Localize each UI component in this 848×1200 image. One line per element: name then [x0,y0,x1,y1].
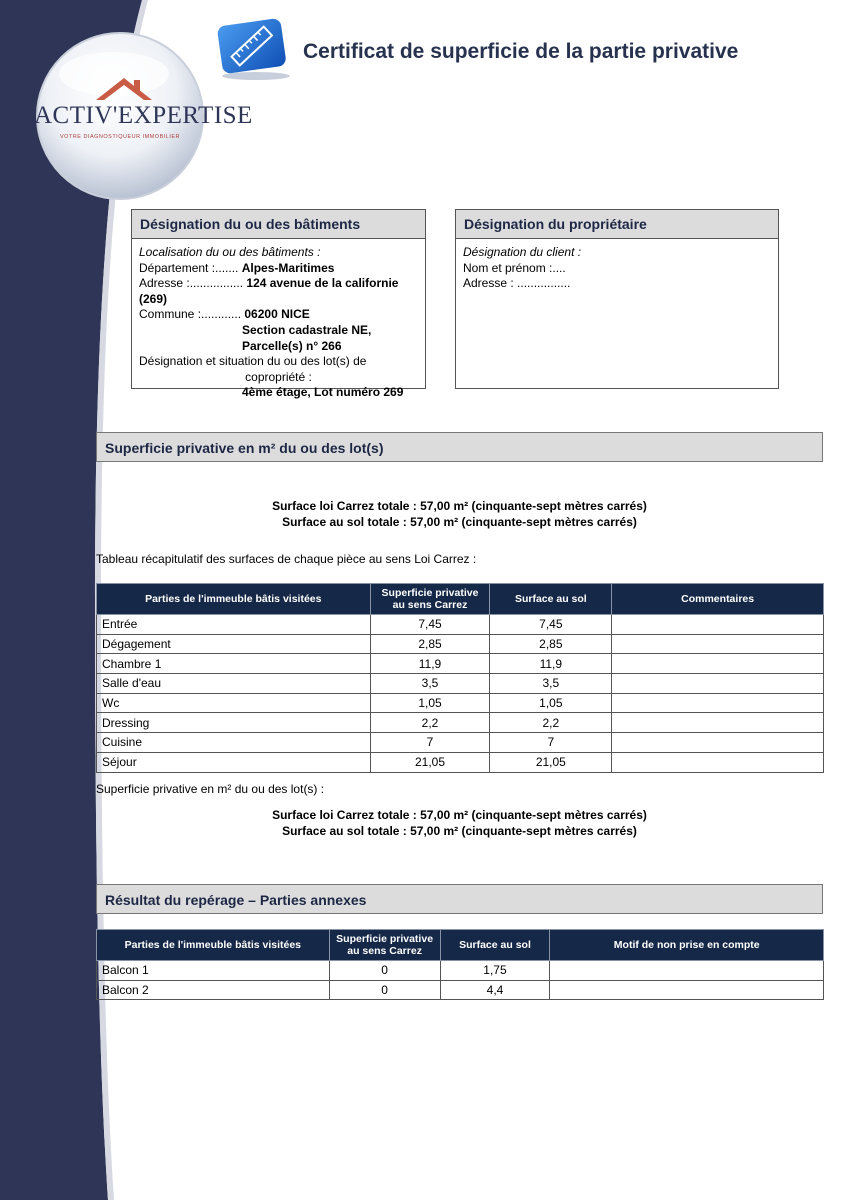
table-row [97,980,824,1000]
cell-comment [612,634,824,654]
carrez-total-2: Surface loi Carrez totale : 57,00 m² (cinquante-sept mètres carrés) [272,808,647,822]
cell-piece: Entrée [97,615,371,635]
lot-value: 4ème étage, Lot numéro 269 [242,385,404,400]
parcelle: Parcelle(s) n° 266 [242,338,342,353]
col-header-sol: Surface au sol [440,930,550,961]
cell-piece: Séjour [97,752,371,772]
carrez-total: Surface loi Carrez totale : 57,00 m² (cinquante-sept mètres carrés) [272,499,647,513]
cell-comment [612,654,824,674]
batiments-box [131,209,426,400]
cell-carrez: 7 [370,733,490,753]
cell-sol: 3,5 [490,674,612,694]
commune-value: 06200 NICE [244,307,310,322]
cell-comment [612,733,824,753]
sol-total-2: Surface au sol totale : 57,00 m² (cinquante-sept mètres carrés) [282,824,637,838]
table-row [97,733,824,753]
commune-line [139,307,418,323]
col-header-motif: Motif de non prise en compte [550,930,824,961]
cell-piece: Cuisine [97,733,371,753]
table-row [97,752,824,772]
col-header-sol: Surface au sol [490,584,612,615]
cell-sol: 11,9 [490,654,612,674]
table-header-row [97,584,824,615]
table-header-row [97,930,824,961]
proprietaire-box [455,209,779,389]
cell-carrez: 2,2 [370,713,490,733]
table-row [97,654,824,674]
cell-comment [612,713,824,733]
company-logo [34,30,253,202]
cell-carrez: 11,9 [370,654,490,674]
superficie-section-title: Superficie privative en m² du ou des lot(s) [96,432,823,462]
cell-piece: Balcon 1 [97,961,330,981]
nom-label: Nom et prénom :.... [463,260,566,275]
localisation-label: Localisation du ou des bâtiments : [139,245,321,259]
cell-sol: 1,75 [440,961,550,981]
cell-piece: Dégagement [97,634,371,654]
cell-carrez: 7,45 [370,615,490,635]
departement-line [139,261,418,277]
cell-carrez: 2,85 [370,634,490,654]
cell-piece: Dressing [97,713,371,733]
logo-tagline: VOTRE DIAGNOSTIQUEUR IMMOBILIER [59,134,180,140]
annexes-table [96,929,824,1000]
table-row [97,674,824,694]
departement-value: Alpes-Maritimes [241,260,335,275]
lot-label: Désignation et situation du ou des lot(s) de [139,354,367,369]
cell-sol: 4,4 [440,980,550,1000]
superficie-totals-2 [96,807,823,839]
annexes-section-title: Résultat du repérage – Parties annexes [96,884,823,914]
section-cadastrale: Section cadastrale NE, [242,322,372,337]
cell-carrez: 0 [329,980,440,1000]
table-row [97,615,824,635]
col-header-parties: Parties de l'immeuble bâtis visitées [97,930,330,961]
cell-sol: 2,85 [490,634,612,654]
col-header-carrez: Superficie privative au sens Carrez [370,584,490,615]
cell-comment [612,752,824,772]
cell-sol: 7,45 [490,615,612,635]
cell-piece: Balcon 2 [97,980,330,1000]
cell-sol: 1,05 [490,693,612,713]
table-row [97,713,824,733]
batiments-title: Désignation du ou des bâtiments [132,210,425,239]
table-intro: Tableau récapitulatif des surfaces de chaque pièce au sens Loi Carrez : [96,552,477,566]
proprietaire-title: Désignation du propriétaire [456,210,778,239]
table-row [97,693,824,713]
superficie-table [96,583,824,773]
commune-label: Commune :............ [139,307,242,322]
ruler-icon [212,16,294,82]
cell-comment [612,674,824,694]
cell-comment [612,615,824,635]
departement-label: Département :....... [139,260,239,275]
cell-motif [550,980,824,1000]
cell-sol: 21,05 [490,752,612,772]
adresse-label: Adresse :................ [139,276,244,291]
cell-sol: 2,2 [490,713,612,733]
cell-carrez: 21,05 [370,752,490,772]
cell-sol: 7 [490,733,612,753]
lot-label-2: copropriété : [245,369,312,384]
col-header-parties: Parties de l'immeuble bâtis visitées [97,584,371,615]
cell-piece: Salle d'eau [97,674,371,694]
logo-brand-text: ACTIV'EXPERTISE [34,102,253,129]
table-row [97,634,824,654]
superficie-totals [96,498,823,530]
table-row [97,961,824,981]
cell-piece: Chambre 1 [97,654,371,674]
adresse-value: 124 avenue de la californie (269) [139,276,399,306]
cell-carrez: 0 [329,961,440,981]
cell-carrez: 1,05 [370,693,490,713]
cell-carrez: 3,5 [370,674,490,694]
page-title: Certificat de superficie de la partie privative [303,40,739,63]
cell-comment [612,693,824,713]
after-table-label: Superficie privative en m² du ou des lot(s) : [96,782,325,796]
adresse-line [139,276,418,307]
proprietaire-adresse-label: Adresse : ................ [463,276,571,291]
cell-motif [550,961,824,981]
client-label: Désignation du client : [463,245,582,259]
col-header-carrez: Superficie privative au sens Carrez [329,930,440,961]
col-header-commentaires: Commentaires [612,584,824,615]
sol-total: Surface au sol totale : 57,00 m² (cinquante-sept mètres carrés) [282,515,637,529]
cell-piece: Wc [97,693,371,713]
